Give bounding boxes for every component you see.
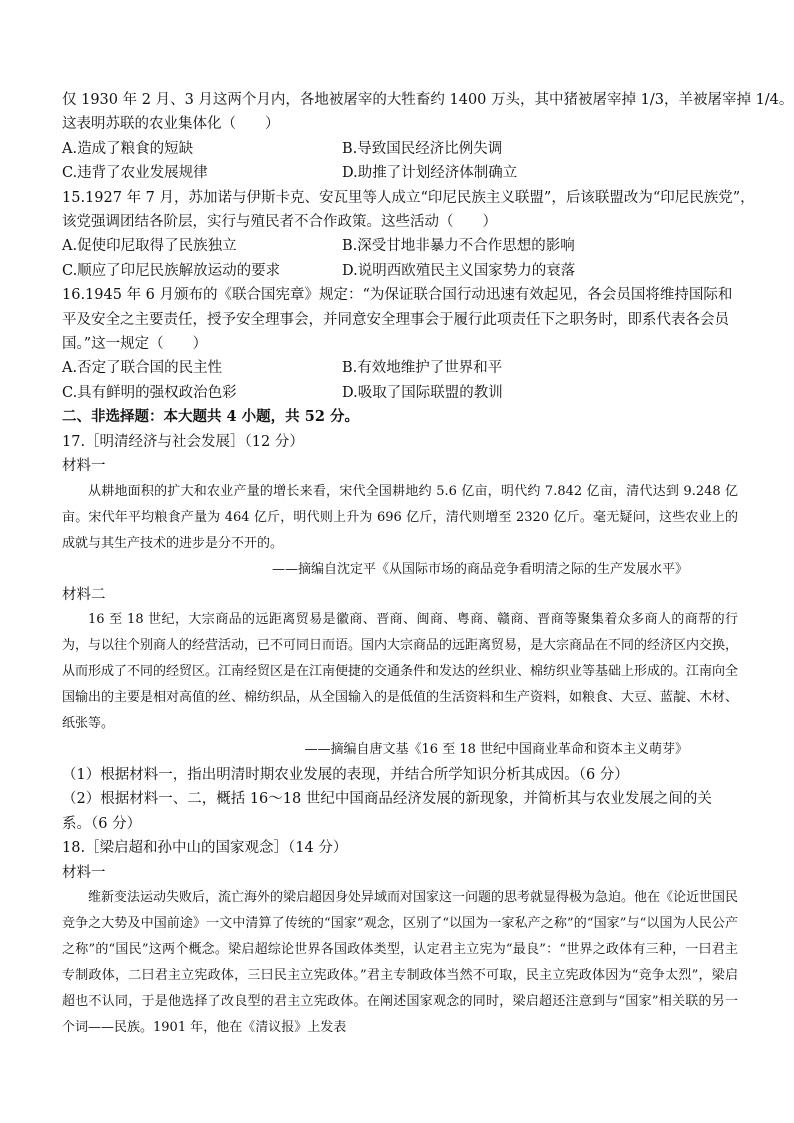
- q14-options-row2: [62, 161, 738, 185]
- q15-options-row2: [62, 259, 738, 283]
- q17-material1-source: ——摘编自沈定平《从国际市场的商品竞争看明清之际的生产发展水平》: [271, 561, 688, 577]
- q15-stem-line1: 15.1927 年 7 月，苏加诺与伊斯卡克、安瓦里等人成立“印尼民族主义联盟”，后该联盟改为“印尼民族党”，: [62, 189, 755, 206]
- q17-material1-text: 从耕地面积的扩大和农业产量的增长来看，宋代全国耕地约 5.6 亿亩，明代约 7.842 亿亩，清代达到 9.248 亿亩。宋代年平均粮食产量为 464 亿斤，明代则上升为 696 亿斤，清代则增至 2320 亿斤。毫无疑问，这些农业上的成就与其生产技术的进步是分不开的。: [62, 483, 738, 551]
- q16-option-c: C.具有鲜明的强权政治色彩: [62, 384, 237, 401]
- q17-question2: （2）根据材料一、二，概括 16～18 世纪中国商品经济发展的新现象，并简析其与农业发展之间的关系。（6 分）: [62, 791, 712, 832]
- q17-title: 17.［明清经济与社会发展］（12 分）: [62, 433, 304, 450]
- q15-option-d: D.说明西欧殖民主义国家势力的衰落: [342, 262, 576, 279]
- q14-stem-line2: 这表明苏联的农业集体化（ ）: [62, 116, 280, 133]
- q14-options-row1: [62, 137, 738, 161]
- q14-stem-line1: 仅 1930 年 2 月、3 月这两个月内，各地被屠宰的大牲畜约 1400 万头，其中猪被屠宰掉 1/3，羊被屠宰掉 1/4。: [62, 92, 794, 108]
- q16-stem: 16.1945 年 6 月颁布的《联合国宪章》规定：“为保证联合国行动迅速有效起见，各会员国将维持国际和平及安全之主要责任，授予安全理事会，并同意安全理事会于履行此项责任下之职务时，即系代表各会员国。”这一规定（ ）: [62, 287, 733, 353]
- q15-option-a: A.促使印尼取得了民族独立: [62, 238, 237, 255]
- q15-option-b: B.深受甘地非暴力不合作思想的影响: [342, 238, 575, 255]
- section-heading: 二、非选择题：本大题共 4 小题，共 52 分。: [62, 408, 359, 426]
- q16-option-a: A.否定了联合国的民主性: [62, 360, 223, 377]
- exam-page: [62, 88, 794, 1041]
- q14-option-b: B.导致国民经济比例失调: [342, 140, 503, 157]
- q14-option-a: A.造成了粮食的短缺: [62, 140, 194, 157]
- q15-stem-line2: 该党强调团结各阶层，实行与殖民者不合作政策。这些活动（ ）: [62, 214, 497, 231]
- q18-title: 18.［梁启超和孙中山的国家观念］（14 分）: [62, 840, 348, 857]
- q14-option-d: D.助推了计划经济体制确立: [342, 165, 518, 182]
- q15-options-row1: [62, 234, 738, 258]
- q15-option-c: C.顺应了印尼民族解放运动的要求: [62, 262, 281, 279]
- q16-option-b: B.有效地维护了世界和平: [342, 360, 503, 377]
- q17-material2-label: 材料二: [62, 586, 106, 603]
- q16-options-row2: [62, 381, 738, 405]
- q17-question1: （1）根据材料一，指出明清时期农业发展的表现，并结合所学知识分析其成因。（6 分）: [62, 766, 629, 783]
- q16-options-row1: [62, 356, 738, 380]
- q18-material1-text: 维新变法运动失败后，流亡海外的梁启超因身处异域而对国家这一问题的思考就显得极为急迫。他在《论近世国民竞争之大势及中国前途》一文中清算了传统的“国家”观念，区别了“以国为一家私产之称”的“国家”与“以国为人民公产之称”的“国民”这两个概念。梁启超综论世界各国政体类型，认定君主立宪为“最良”：“世界之政体有三种，一曰君主专制政体，二曰君主立宪政体，三曰民主立宪政体。”君主专制政体当然不可取，民主立宪政体因为“竞争太烈”，梁启超也不认同，于是他选择了改良型的君主立宪政体。在阐述国家观念的同时，梁启超还注意到与“国家”相关联的另一个词——民族。1901 年，他在《清议报》上发表: [62, 889, 739, 1035]
- q18-material1-label: 材料一: [62, 864, 106, 881]
- q16-option-d: D.吸取了国际联盟的教训: [342, 384, 503, 401]
- q17-material2-text: 16 至 18 世纪，大宗商品的远距离贸易是徽商、晋商、闽商、粤商、赣商、晋商等聚集着众多商人的商帮的行为，与以往个别商人的经营活动，已不可同日而语。国内大宗商品的远距离贸易，是大宗商品在不同的经济区内交换，从而形成了不同的经贸区。江南经贸区是在江南便捷的交通条件和发达的丝织业、棉纺织业等基础上形成的。江南向全国输出的主要是相对高值的丝、棉纺织品，从全国输入的是低值的生活资料和生产资料，如粮食、大豆、蓝靛、木材、纸张等。: [62, 611, 739, 731]
- q17-material2-source: ——摘编自唐文基《16 至 18 世纪中国商业革命和资本主义萌芽》: [304, 741, 688, 757]
- q14-option-c: C.违背了农业发展规律: [62, 165, 208, 182]
- q17-material1-label: 材料一: [62, 458, 106, 475]
